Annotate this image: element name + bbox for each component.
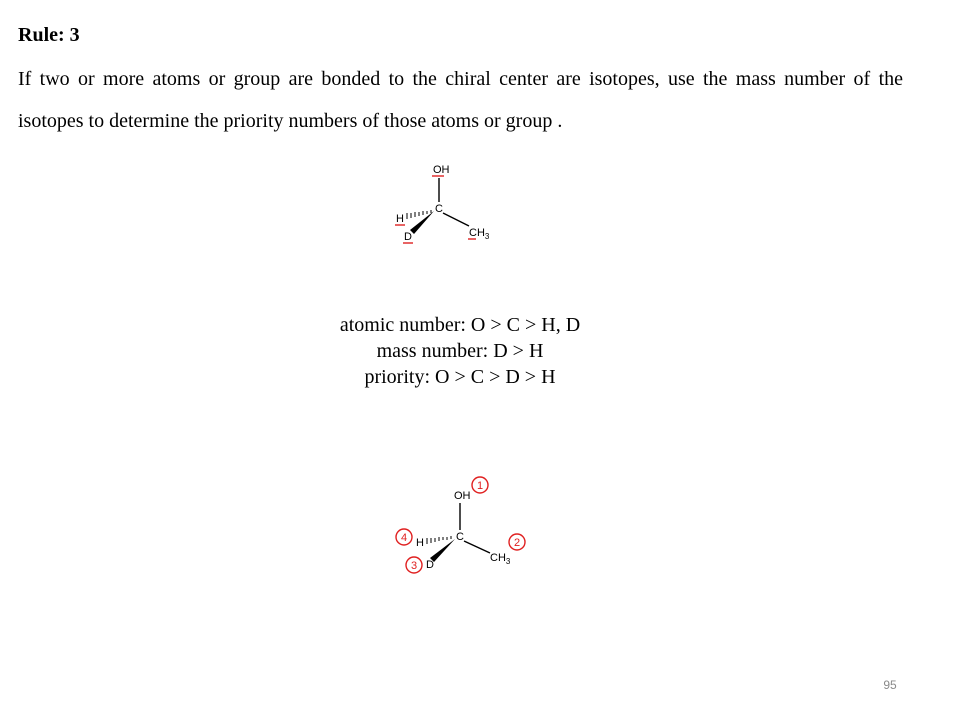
atomic-number-line: atomic number: O > C > H, D — [339, 314, 581, 336]
priority-number-3: 3 — [410, 560, 418, 572]
deuterium-label: D — [426, 559, 434, 571]
hydrogen-label: H — [396, 213, 404, 225]
hashed-bond-h — [427, 536, 451, 544]
methyl-label: $CH_3$ — [490, 552, 511, 566]
deuterium-label: D — [404, 231, 412, 243]
molecule-structure-priorities — [390, 472, 530, 578]
priority-number-2: 2 — [513, 537, 521, 549]
oh-label: OH — [433, 164, 450, 176]
rule-description: If two or more atoms or group are bonded to the chiral center are isotopes, use the mass number of the isotopes to determine the priority numbers of those atoms or group . — [18, 68, 903, 132]
priority-line: priority: O > C > D > H — [364, 366, 556, 388]
methyl-label: $CH_3$ — [469, 227, 490, 241]
hydrogen-label: H — [416, 537, 424, 549]
priority-number-4: 4 — [400, 532, 408, 544]
carbon-label: C — [435, 203, 443, 215]
priority-number-1: 1 — [476, 480, 484, 492]
page-number: 95 — [883, 678, 897, 692]
oh-label: OH — [454, 490, 471, 502]
rule-title: Rule: 3 — [18, 24, 80, 46]
bond-c-ch3 — [443, 213, 469, 226]
wedge-bond-d — [410, 211, 434, 234]
mass-number-line: mass number: D > H — [376, 340, 544, 362]
molecule-structure-top — [380, 158, 510, 248]
priority-summary — [260, 312, 660, 390]
bond-c-ch3 — [464, 541, 490, 553]
carbon-label: C — [456, 531, 464, 543]
